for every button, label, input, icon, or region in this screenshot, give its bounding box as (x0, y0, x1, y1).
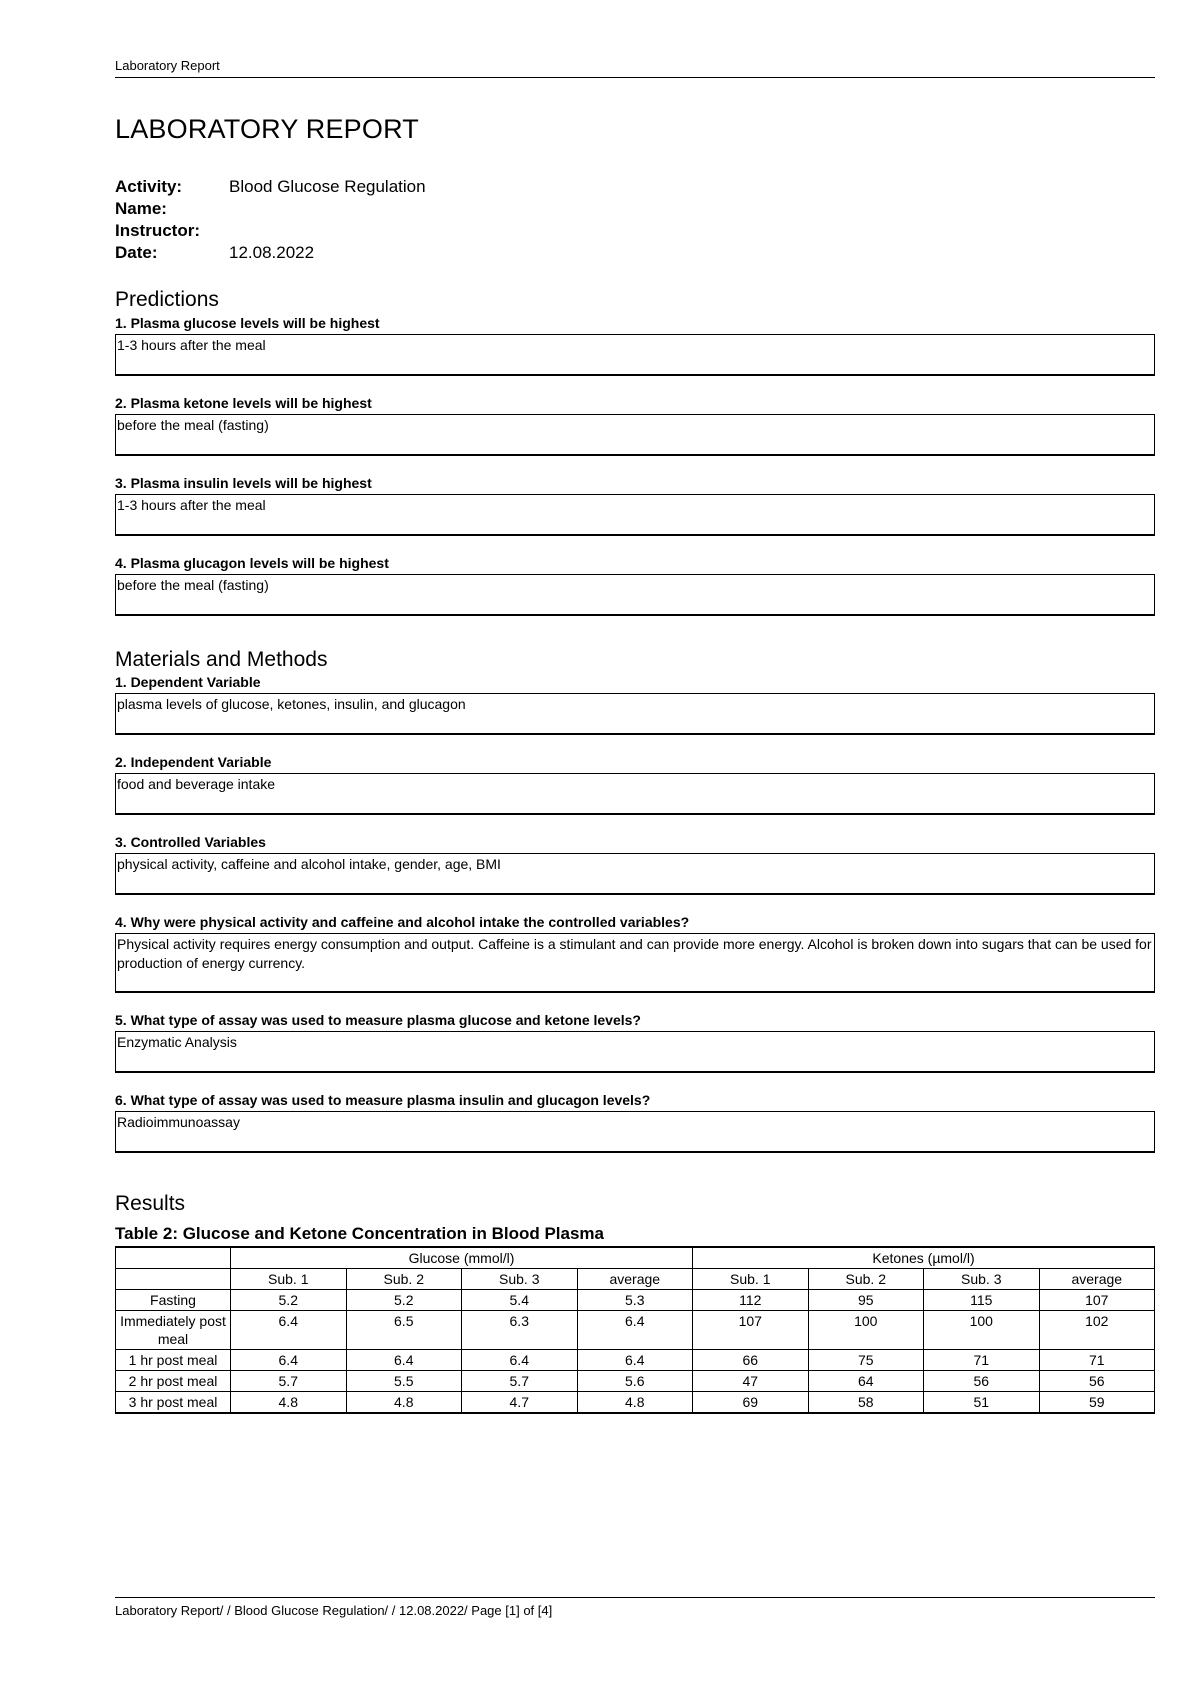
table-cell: 4.8 (346, 1392, 462, 1414)
meta-row-instructor (115, 220, 426, 242)
table-cell: 4.7 (462, 1392, 578, 1414)
method-6 (115, 1091, 1155, 1153)
answer-box: 1-3 hours after the meal (115, 494, 1155, 536)
glucose-group-header: Glucose (mmol/l) (231, 1247, 693, 1269)
column-header: average (1039, 1269, 1155, 1290)
table-cell: 5.4 (462, 1290, 578, 1311)
answer-box: Enzymatic Analysis (115, 1031, 1155, 1073)
answer-box: before the meal (fasting) (115, 414, 1155, 456)
table-cell: 6.4 (231, 1350, 347, 1371)
table-cell: 115 (924, 1290, 1040, 1311)
table-cell: 4.8 (231, 1392, 347, 1414)
method-2 (115, 753, 1155, 815)
table-row (116, 1350, 1155, 1371)
table-cell: 71 (924, 1350, 1040, 1371)
row-label: Immediately post meal (116, 1311, 231, 1350)
predictions-heading: Predictions (115, 288, 219, 311)
table-cell: 56 (1039, 1371, 1155, 1392)
table-cell: 69 (693, 1392, 809, 1414)
table-cell: 47 (693, 1371, 809, 1392)
meta-key: Name: (115, 199, 167, 218)
prediction-2 (115, 394, 1155, 456)
table-group-header-row (116, 1247, 1155, 1269)
answer-box: food and beverage intake (115, 773, 1155, 815)
table-cell: 5.2 (346, 1290, 462, 1311)
table-subheader-row (116, 1269, 1155, 1290)
table-cell: 59 (1039, 1392, 1155, 1414)
table-cell: 5.6 (577, 1371, 693, 1392)
question-label: 3. Plasma insulin levels will be highest (115, 475, 372, 491)
methods-heading: Materials and Methods (115, 648, 328, 671)
meta-value: Blood Glucose Regulation (229, 177, 426, 196)
header-rule (115, 77, 1155, 78)
table-cell: 58 (808, 1392, 924, 1414)
question-label: 6. What type of assay was used to measure plasma insulin and glucagon levels? (115, 1092, 651, 1108)
report-title: LABORATORY REPORT (115, 114, 419, 144)
table-cell: 100 (924, 1311, 1040, 1350)
column-header: Sub. 2 (346, 1269, 462, 1290)
answer-box: plasma levels of glucose, ketones, insulin, and glucagon (115, 693, 1155, 735)
table-cell: 5.2 (231, 1290, 347, 1311)
table-cell: 100 (808, 1311, 924, 1350)
table-row (116, 1392, 1155, 1414)
table-cell: 6.4 (346, 1350, 462, 1371)
table-cell: 64 (808, 1371, 924, 1392)
question-label: 4. Why were physical activity and caffeine and alcohol intake the controlled variables? (115, 914, 690, 930)
table-cell: 6.4 (231, 1311, 347, 1350)
running-footer: Laboratory Report/ / Blood Glucose Regulation/ / 12.08.2022/ Page [1] of [4] (115, 1603, 553, 1618)
table-cell: 6.4 (577, 1311, 693, 1350)
question-label: 5. What type of assay was used to measure plasma glucose and ketone levels? (115, 1012, 641, 1028)
meta-key: Instructor: (115, 221, 200, 240)
answer-box: before the meal (fasting) (115, 574, 1155, 616)
column-header: Sub. 1 (693, 1269, 809, 1290)
column-header: average (577, 1269, 693, 1290)
prediction-1 (115, 314, 1155, 376)
table-cell: 5.5 (346, 1371, 462, 1392)
table-cell: 4.8 (577, 1392, 693, 1414)
row-label: 1 hr post meal (116, 1350, 231, 1371)
meta-value: 12.08.2022 (229, 243, 315, 262)
answer-box: Radioimmunoassay (115, 1111, 1155, 1153)
meta-row-name (115, 198, 426, 220)
answer-box: 1-3 hours after the meal (115, 334, 1155, 376)
table-cell: 66 (693, 1350, 809, 1371)
corner-cell (116, 1269, 231, 1290)
table-cell: 75 (808, 1350, 924, 1371)
meta-row-date (115, 242, 426, 264)
table-cell: 56 (924, 1371, 1040, 1392)
method-5 (115, 1011, 1155, 1073)
table-row (116, 1311, 1155, 1350)
row-label: 2 hr post meal (116, 1371, 231, 1392)
table-cell: 6.4 (577, 1350, 693, 1371)
meta-key: Activity: (115, 177, 183, 196)
table-row (116, 1290, 1155, 1311)
table-cell: 95 (808, 1290, 924, 1311)
question-label: 1. Plasma glucose levels will be highest (115, 315, 380, 331)
question-label: 1. Dependent Variable (115, 674, 261, 690)
table-cell: 71 (1039, 1350, 1155, 1371)
answer-box: Physical activity requires energy consumption and output. Caffeine is a stimulant and can provide more energy. Alcohol is broken down into sugars that can be used for production of energy currency. (115, 933, 1155, 993)
question-label: 3. Controlled Variables (115, 834, 266, 850)
meta-key: Date: (115, 243, 158, 262)
column-header: Sub. 3 (462, 1269, 578, 1290)
results-heading: Results (115, 1192, 186, 1215)
question-label: 2. Plasma ketone levels will be highest (115, 395, 372, 411)
prediction-4 (115, 554, 1155, 616)
answer-box: physical activity, caffeine and alcohol intake, gender, age, BMI (115, 853, 1155, 895)
corner-cell (116, 1247, 231, 1269)
table-caption: Table 2: Glucose and Ketone Concentration in Blood Plasma (115, 1224, 604, 1243)
question-label: 2. Independent Variable (115, 754, 272, 770)
table-cell: 107 (1039, 1290, 1155, 1311)
running-header: Laboratory Report (115, 58, 220, 73)
table-cell: 6.4 (462, 1350, 578, 1371)
results-table (115, 1246, 1155, 1414)
method-3 (115, 833, 1155, 895)
method-4 (115, 913, 1155, 993)
table-cell: 112 (693, 1290, 809, 1311)
column-header: Sub. 3 (924, 1269, 1040, 1290)
meta-row-activity (115, 176, 426, 198)
report-page (115, 0, 1155, 1696)
row-label: Fasting (116, 1290, 231, 1311)
method-1 (115, 673, 1155, 735)
table-cell: 5.3 (577, 1290, 693, 1311)
table-cell: 102 (1039, 1311, 1155, 1350)
table-cell: 51 (924, 1392, 1040, 1414)
footer-rule (115, 1597, 1155, 1598)
row-label: 3 hr post meal (116, 1392, 231, 1414)
table-cell: 107 (693, 1311, 809, 1350)
column-header: Sub. 1 (231, 1269, 347, 1290)
question-label: 4. Plasma glucagon levels will be highest (115, 555, 389, 571)
prediction-3 (115, 474, 1155, 536)
ketones-group-header: Ketones (µmol/l) (693, 1247, 1155, 1269)
table-cell: 5.7 (462, 1371, 578, 1392)
column-header: Sub. 2 (808, 1269, 924, 1290)
table-cell: 6.5 (346, 1311, 462, 1350)
meta-block (115, 176, 426, 264)
table-row (116, 1371, 1155, 1392)
table-cell: 5.7 (231, 1371, 347, 1392)
table-cell: 6.3 (462, 1311, 578, 1350)
